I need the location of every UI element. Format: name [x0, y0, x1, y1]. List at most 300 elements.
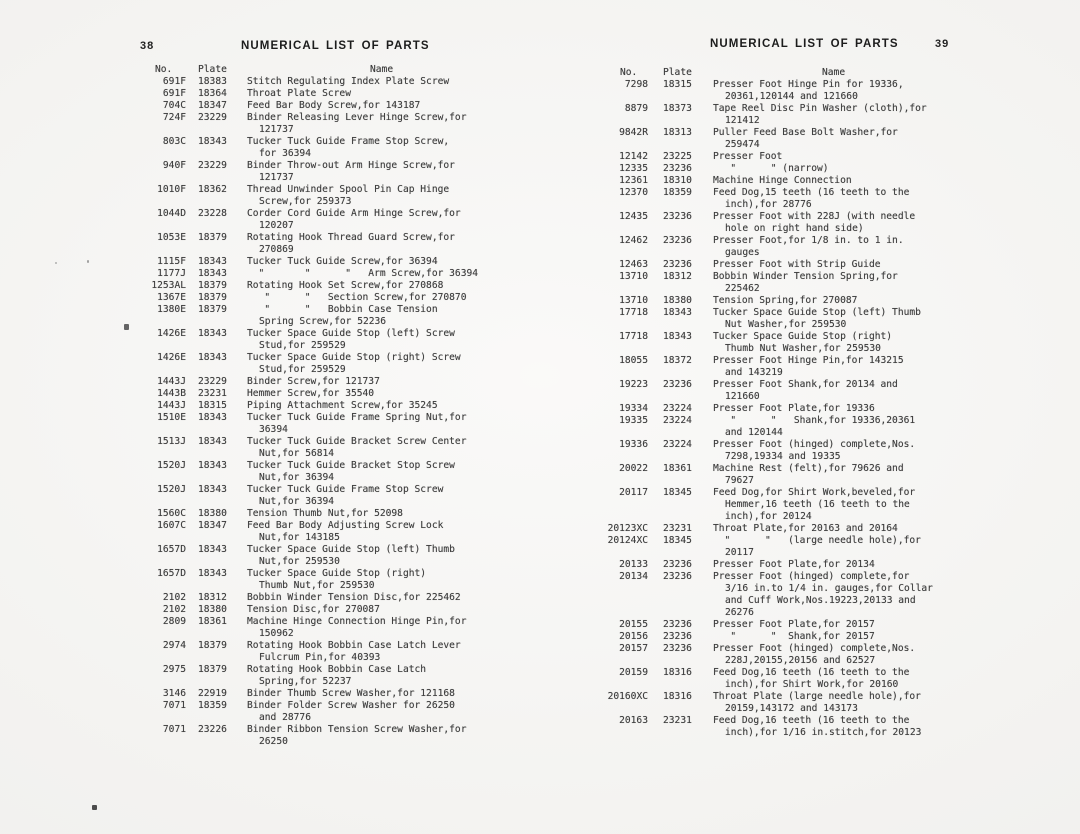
plate-number: 23236 — [663, 235, 692, 246]
part-name-line: Tucker Space Guide Stop (left) Thumb — [713, 307, 921, 318]
table-row — [600, 487, 978, 523]
part-number: 20117 — [619, 487, 648, 498]
part-name-continuation: and 120144 — [725, 427, 783, 438]
plate-number: 18361 — [198, 616, 227, 627]
part-name — [713, 259, 978, 271]
part-number: 20157 — [619, 643, 648, 654]
plate-number: 18316 — [663, 691, 692, 702]
part-name-continuation: inch),for 20124 — [725, 511, 812, 522]
table-row — [600, 535, 978, 559]
part-name-line: Puller Feed Base Bolt Washer,for — [713, 127, 898, 138]
part-name-line: Bobbin Winder Tension Spring,for — [713, 271, 898, 282]
part-name-line: Feed Bar Body Adjusting Screw Lock — [247, 520, 444, 531]
plate-number: 18361 — [663, 463, 692, 474]
part-name — [713, 235, 978, 259]
part-name-line: Feed Dog,for Shirt Work,beveled,for — [713, 487, 916, 498]
part-name — [713, 187, 978, 211]
part-number: 18055 — [619, 355, 648, 366]
part-name-line: Presser Foot Plate,for 19336 — [713, 403, 875, 414]
part-number: 7298 — [624, 79, 648, 90]
part-name — [713, 175, 978, 187]
plate-number: 18345 — [663, 487, 692, 498]
part-name-line: Tucker Tuck Guide Frame Stop Screw, — [247, 136, 450, 147]
part-name-continuation: Spring Screw,for 52236 — [259, 316, 387, 327]
part-name-line: " " Shank,for 20157 — [713, 631, 875, 642]
page-39-header — [600, 36, 978, 67]
part-number: 19223 — [619, 379, 648, 390]
parts-list — [600, 79, 978, 739]
table-row — [600, 667, 978, 691]
table-row — [140, 232, 542, 256]
plate-number: 18379 — [198, 640, 227, 651]
plate-number: 23236 — [663, 619, 692, 630]
table-row — [140, 388, 542, 400]
part-name-line: Presser Foot — [713, 151, 783, 162]
column-header-plate: Plate — [198, 64, 227, 75]
part-name-continuation: 20361,120144 and 121660 — [725, 91, 858, 102]
part-number: 2809 — [162, 616, 186, 627]
part-number: 691F — [162, 88, 186, 99]
page-number: 38 — [140, 40, 155, 52]
table-row — [140, 436, 542, 460]
part-name-continuation: 120207 — [259, 220, 294, 231]
scan-speck — [87, 260, 89, 263]
part-name — [247, 616, 542, 640]
column-header-name: Name — [370, 64, 394, 75]
part-number: 1657D — [157, 568, 186, 579]
part-number: 940F — [162, 160, 186, 171]
part-number: 2102 — [162, 592, 186, 603]
plate-number: 23229 — [198, 160, 227, 171]
part-name-line: Bobbin Winder Tension Disc,for 225462 — [247, 592, 461, 603]
column-header-row — [140, 64, 542, 76]
table-row — [600, 259, 978, 271]
part-name-line: Tucker Space Guide Stop (right) — [247, 568, 427, 579]
part-name-continuation: Nut,for 143185 — [259, 532, 340, 543]
table-row — [140, 664, 542, 688]
part-number: 13710 — [619, 295, 648, 306]
part-name-line: Feed Dog,16 teeth (16 teeth to the — [713, 667, 910, 678]
plate-number: 18312 — [198, 592, 227, 603]
part-name — [713, 619, 978, 631]
part-name-line: Machine Hinge Connection — [713, 175, 852, 186]
part-number: 12142 — [619, 151, 648, 162]
part-number: 20124XC — [607, 535, 648, 546]
part-name — [713, 535, 978, 559]
part-name-continuation: Fulcrum Pin,for 40393 — [259, 652, 381, 663]
part-name-continuation: 121412 — [725, 115, 760, 126]
part-number: 8879 — [624, 103, 648, 114]
page-title: NUMERICAL LIST OF PARTS — [241, 40, 430, 52]
table-row — [600, 271, 978, 295]
part-number: 1426E — [157, 352, 186, 363]
part-name — [247, 268, 542, 280]
table-row — [140, 292, 542, 304]
part-name — [247, 208, 542, 232]
part-name-continuation: Stud,for 259529 — [259, 364, 346, 375]
part-name-line: Tape Reel Disc Pin Washer (cloth),for — [713, 103, 927, 114]
part-name-continuation: 20117 — [725, 547, 754, 558]
plate-number: 23224 — [663, 403, 692, 414]
part-name-continuation: Nut,for 36394 — [259, 472, 335, 483]
part-name-line: Tucker Space Guide Stop (left) Thumb — [247, 544, 455, 555]
plate-number: 23224 — [663, 439, 692, 450]
part-name — [247, 484, 542, 508]
part-number: 1115F — [157, 256, 186, 267]
table-row — [140, 640, 542, 664]
part-name-continuation: Thumb Nut,for 259530 — [259, 580, 375, 591]
part-name — [247, 700, 542, 724]
part-name — [247, 76, 542, 88]
plate-number: 18380 — [198, 604, 227, 615]
part-name-line: Throat Plate (large needle hole),for — [713, 691, 921, 702]
part-name-line: Tension Spring,for 270087 — [713, 295, 858, 306]
table-row — [140, 508, 542, 520]
part-number: 1607C — [157, 520, 186, 531]
part-number: 19335 — [619, 415, 648, 426]
plate-number: 18343 — [198, 268, 227, 279]
part-name-line: Binder Folder Screw Washer for 26250 — [247, 700, 455, 711]
plate-number: 18315 — [198, 400, 227, 411]
part-name-line: Feed Dog,15 teeth (16 teeth to the — [713, 187, 910, 198]
part-name — [247, 184, 542, 208]
plate-number: 18312 — [663, 271, 692, 282]
table-row — [140, 136, 542, 160]
part-name — [247, 544, 542, 568]
plate-number: 23236 — [663, 643, 692, 654]
table-row — [140, 520, 542, 544]
part-name-continuation: 270869 — [259, 244, 294, 255]
plate-number: 18359 — [198, 700, 227, 711]
plate-number: 18372 — [663, 355, 692, 366]
part-name-line: Throat Plate,for 20163 and 20164 — [713, 523, 898, 534]
table-row — [600, 403, 978, 415]
part-name-line: " " Section Screw,for 270870 — [247, 292, 467, 303]
table-row — [600, 187, 978, 211]
part-name — [247, 88, 542, 100]
part-name-continuation: Screw,for 259373 — [259, 196, 352, 207]
table-row — [600, 379, 978, 403]
table-row — [600, 439, 978, 463]
part-name — [713, 271, 978, 295]
table-row — [140, 568, 542, 592]
table-row — [140, 256, 542, 268]
part-name — [247, 664, 542, 688]
plate-number: 18379 — [198, 292, 227, 303]
part-name — [713, 643, 978, 667]
table-row — [140, 484, 542, 508]
part-number: 20155 — [619, 619, 648, 630]
part-number: 20134 — [619, 571, 648, 582]
part-number: 20133 — [619, 559, 648, 570]
part-name-line: " " Shank,for 19336,20361 — [713, 415, 916, 426]
part-name — [713, 631, 978, 643]
plate-number: 18343 — [663, 331, 692, 342]
table-row — [600, 163, 978, 175]
part-name-continuation: and 28776 — [259, 712, 311, 723]
plate-number: 18315 — [663, 79, 692, 90]
part-name-line: Presser Foot Shank,for 20134 and — [713, 379, 898, 390]
part-name — [713, 355, 978, 379]
plate-number: 18379 — [198, 664, 227, 675]
table-row — [600, 463, 978, 487]
part-name-line: Presser Foot Hinge Pin,for 143215 — [713, 355, 904, 366]
part-number: 7071 — [162, 724, 186, 735]
table-row — [140, 160, 542, 184]
part-name — [247, 280, 542, 292]
plate-number: 18380 — [663, 295, 692, 306]
part-number: 20022 — [619, 463, 648, 474]
part-name — [247, 604, 542, 616]
table-row — [600, 631, 978, 643]
part-name — [713, 163, 978, 175]
table-row — [600, 571, 978, 619]
plate-number: 23229 — [198, 376, 227, 387]
table-row — [600, 523, 978, 535]
scan-speck — [124, 324, 129, 330]
plate-number: 18343 — [198, 412, 227, 423]
part-name — [713, 379, 978, 403]
scan-speck — [55, 262, 57, 264]
plate-number: 18347 — [198, 100, 227, 111]
part-name-line: Tucker Tuck Guide Bracket Screw Center — [247, 436, 467, 447]
part-name-line: Tucker Tuck Guide Bracket Stop Screw — [247, 460, 455, 471]
part-name-continuation: Hemmer,16 teeth (16 teeth to the — [725, 499, 910, 510]
part-name — [247, 232, 542, 256]
part-name — [713, 295, 978, 307]
part-number: 20156 — [619, 631, 648, 642]
plate-number: 18313 — [663, 127, 692, 138]
part-name-continuation: 79627 — [725, 475, 754, 486]
page-38 — [140, 38, 542, 748]
part-number: 1177J — [157, 268, 186, 279]
part-name — [247, 400, 542, 412]
plate-number: 23236 — [663, 211, 692, 222]
part-number: 12335 — [619, 163, 648, 174]
part-number: 13710 — [619, 271, 648, 282]
part-name-continuation: and Cuff Work,Nos.19223,20133 and — [725, 595, 916, 606]
part-number: 724F — [162, 112, 186, 123]
part-name-line: Presser Foot with 228J (with needle — [713, 211, 916, 222]
part-name — [713, 439, 978, 463]
part-name — [713, 103, 978, 127]
part-number: 1380E — [157, 304, 186, 315]
part-number: 9842R — [619, 127, 648, 138]
plate-number: 23228 — [198, 208, 227, 219]
part-number: 803C — [162, 136, 186, 147]
part-name-line: Rotating Hook Set Screw,for 270868 — [247, 280, 444, 291]
table-row — [600, 619, 978, 631]
plate-number: 23236 — [663, 631, 692, 642]
table-row — [600, 307, 978, 331]
plate-number: 23236 — [663, 259, 692, 270]
table-row — [140, 88, 542, 100]
part-name-continuation: Thumb Nut Washer,for 259530 — [725, 343, 881, 354]
part-name-line: Feed Dog,16 teeth (16 teeth to the — [713, 715, 910, 726]
part-name — [247, 724, 542, 748]
part-number: 20163 — [619, 715, 648, 726]
plate-number: 18379 — [198, 304, 227, 315]
page-38-header — [140, 38, 542, 64]
part-name-line: Thread Unwinder Spool Pin Cap Hinge — [247, 184, 450, 195]
part-name — [247, 520, 542, 544]
part-number: 1053E — [157, 232, 186, 243]
part-name-line: Machine Hinge Connection Hinge Pin,for — [247, 616, 467, 627]
table-row — [600, 415, 978, 439]
table-row — [140, 688, 542, 700]
parts-list — [140, 76, 542, 748]
plate-number: 23236 — [663, 379, 692, 390]
part-name — [713, 79, 978, 103]
part-number: 2974 — [162, 640, 186, 651]
table-row — [140, 376, 542, 388]
part-name — [713, 127, 978, 151]
part-name-line: " " " Arm Screw,for 36394 — [247, 268, 479, 279]
plate-number: 18343 — [198, 544, 227, 555]
part-name-line: Presser Foot (hinged) complete,Nos. — [713, 643, 916, 654]
table-row — [140, 76, 542, 88]
part-name — [247, 508, 542, 520]
part-name — [247, 352, 542, 376]
table-row — [140, 268, 542, 280]
plate-number: 22919 — [198, 688, 227, 699]
plate-number: 18343 — [198, 328, 227, 339]
part-name-continuation: and 143219 — [725, 367, 783, 378]
part-name-line: Rotating Hook Bobbin Case Latch — [247, 664, 427, 675]
table-row — [600, 175, 978, 187]
part-name-line: Tension Disc,for 270087 — [247, 604, 380, 615]
part-name-continuation: 121660 — [725, 391, 760, 402]
plate-number: 18345 — [663, 535, 692, 546]
plate-number: 18310 — [663, 175, 692, 186]
part-number: 20160XC — [607, 691, 648, 702]
part-name-line: Rotating Hook Bobbin Case Latch Lever — [247, 640, 461, 651]
table-row — [600, 127, 978, 151]
part-number: 1657D — [157, 544, 186, 555]
part-name — [247, 136, 542, 160]
plate-number: 18362 — [198, 184, 227, 195]
part-number: 1443J — [157, 400, 186, 411]
table-row — [600, 559, 978, 571]
scan-speck — [92, 805, 97, 810]
part-name-continuation: 26250 — [259, 736, 288, 747]
part-number: 7071 — [162, 700, 186, 711]
part-name-line: Stitch Regulating Index Plate Screw — [247, 76, 450, 87]
table-row — [600, 643, 978, 667]
part-name-line: Presser Foot with Strip Guide — [713, 259, 881, 270]
table-row — [140, 724, 542, 748]
part-name-line: " " Bobbin Case Tension — [247, 304, 438, 315]
part-number: 12361 — [619, 175, 648, 186]
part-name-line: Presser Foot (hinged) complete,for — [713, 571, 910, 582]
part-name-continuation: 20159,143172 and 143173 — [725, 703, 858, 714]
plate-number: 23231 — [198, 388, 227, 399]
part-name-line: Presser Foot (hinged) complete,Nos. — [713, 439, 916, 450]
part-name-continuation: 228J,20155,20156 and 62527 — [725, 655, 876, 666]
part-name-continuation: Nut,for 259530 — [259, 556, 340, 567]
plate-number: 23231 — [663, 523, 692, 534]
plate-number: 18343 — [198, 136, 227, 147]
column-header-name: Name — [822, 67, 846, 78]
part-number: 1520J — [157, 484, 186, 495]
part-name — [247, 112, 542, 136]
table-row — [600, 151, 978, 163]
plate-number: 18343 — [198, 436, 227, 447]
part-number: 20123XC — [607, 523, 648, 534]
part-number: 1367E — [157, 292, 186, 303]
plate-number: 18364 — [198, 88, 227, 99]
page-title: NUMERICAL LIST OF PARTS — [710, 38, 899, 50]
part-number: 20159 — [619, 667, 648, 678]
part-name-line: Tucker Space Guide Stop (right) — [713, 331, 893, 342]
plate-number: 23236 — [663, 559, 692, 570]
part-name-continuation: 121737 — [259, 124, 294, 135]
column-header-row — [600, 67, 978, 79]
part-name — [247, 292, 542, 304]
table-row — [140, 352, 542, 376]
part-number: 17718 — [619, 331, 648, 342]
part-name-continuation: inch),for Shirt Work,for 20160 — [725, 679, 899, 690]
part-name — [247, 160, 542, 184]
part-name — [247, 460, 542, 484]
part-name — [247, 388, 542, 400]
table-row — [600, 691, 978, 715]
part-name — [713, 523, 978, 535]
part-number: 12370 — [619, 187, 648, 198]
part-name-line: Throat Plate Screw — [247, 88, 351, 99]
part-name-continuation: 26276 — [725, 607, 754, 618]
page-39 — [600, 36, 978, 739]
part-name-continuation: Stud,for 259529 — [259, 340, 346, 351]
plate-number: 18373 — [663, 103, 692, 114]
table-row — [600, 79, 978, 103]
part-name — [713, 463, 978, 487]
table-row — [140, 112, 542, 136]
part-name — [247, 376, 542, 388]
part-number: 1044D — [157, 208, 186, 219]
column-header-plate: Plate — [663, 67, 692, 78]
part-name — [247, 688, 542, 700]
part-name-line: Rotating Hook Thread Guard Screw,for — [247, 232, 455, 243]
part-number: 1443J — [157, 376, 186, 387]
plate-number: 18343 — [198, 352, 227, 363]
part-name-continuation: inch),for 1/16 in.stitch,for 20123 — [725, 727, 922, 738]
part-name-continuation: Nut,for 56814 — [259, 448, 335, 459]
table-row — [140, 460, 542, 484]
part-name-continuation: Nut Washer,for 259530 — [725, 319, 847, 330]
part-name — [247, 100, 542, 112]
part-name — [713, 691, 978, 715]
part-name-line: Binder Releasing Lever Hinge Screw,for — [247, 112, 467, 123]
part-name-line: Binder Ribbon Tension Screw Washer,for — [247, 724, 467, 735]
part-name-line: Tucker Tuck Guide Screw,for 36394 — [247, 256, 438, 267]
plate-number: 18316 — [663, 667, 692, 678]
plate-number: 23226 — [198, 724, 227, 735]
table-row — [140, 544, 542, 568]
table-row — [600, 715, 978, 739]
table-row — [600, 295, 978, 307]
part-name — [247, 256, 542, 268]
plate-number: 23236 — [663, 571, 692, 582]
part-name-line: Feed Bar Body Screw,for 143187 — [247, 100, 421, 111]
part-name-line: Corder Cord Guide Arm Hinge Screw,for — [247, 208, 461, 219]
plate-number: 18379 — [198, 232, 227, 243]
part-number: 1520J — [157, 460, 186, 471]
table-row — [140, 280, 542, 292]
plate-number: 23225 — [663, 151, 692, 162]
table-row — [140, 400, 542, 412]
part-name — [247, 328, 542, 352]
